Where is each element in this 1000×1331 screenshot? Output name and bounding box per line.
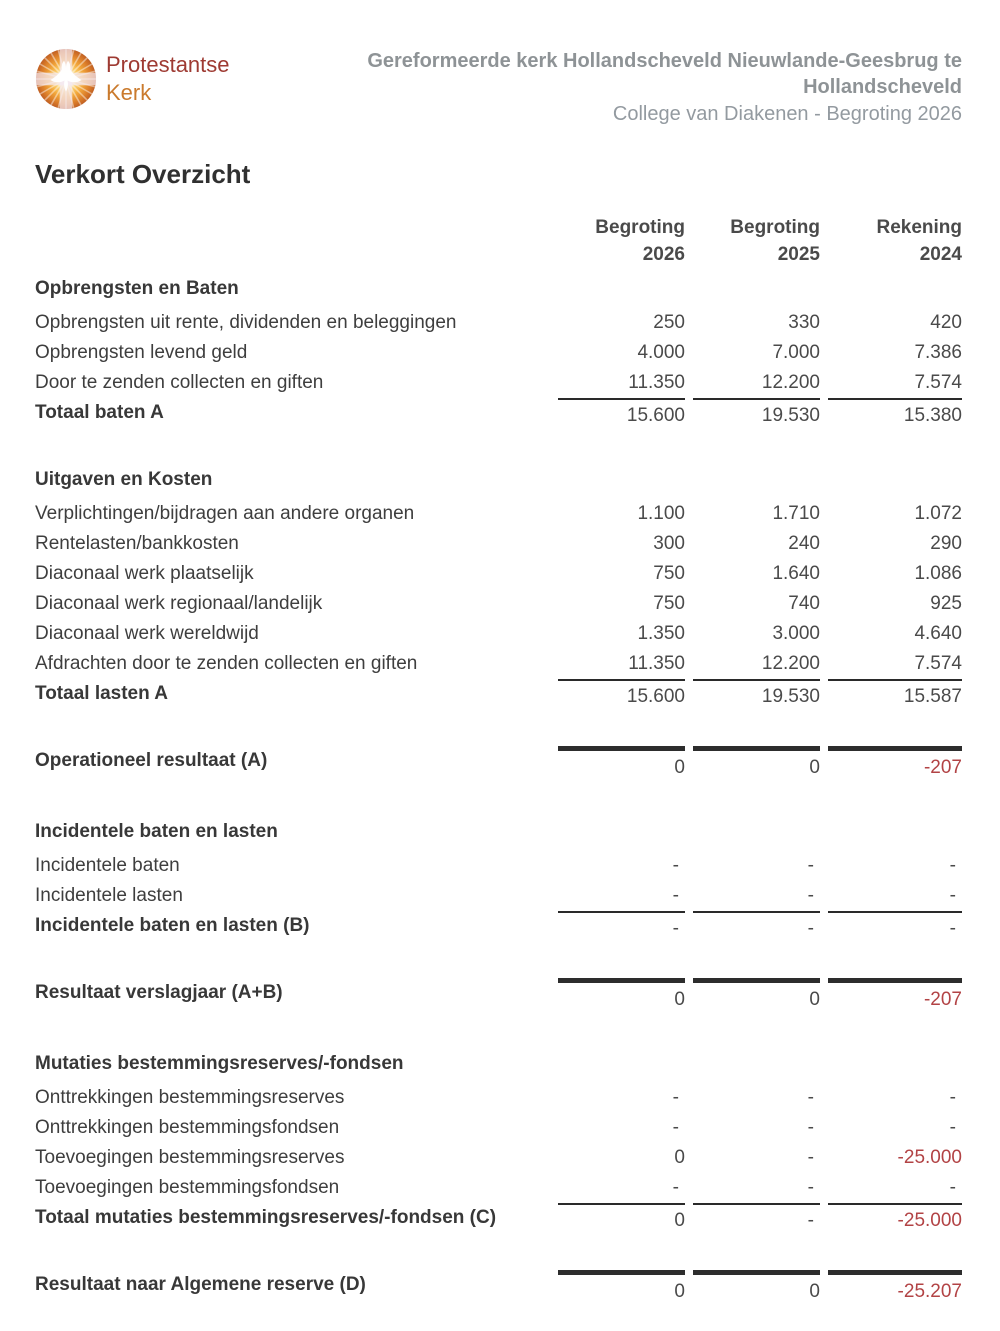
column-header-year: 2025 [777,244,820,265]
cell-value: - [807,1147,814,1168]
cell-value: 1.640 [772,563,820,584]
cell-value: 0 [558,978,685,1015]
row-label: Toevoegingen bestemmingsfondsen [35,1177,340,1198]
section-header [35,465,962,495]
cell-value: - [672,1177,679,1198]
cell-value: 0 [558,1270,685,1307]
cell-value: - [949,885,956,906]
cell-value: 1.086 [914,563,962,584]
section-header-label: Incidentele baten en lasten [35,821,278,842]
cell-value: 290 [930,533,962,554]
column-header-year: 2024 [919,244,962,265]
table-row [35,529,962,559]
table-section [35,978,962,1015]
column-header-label: Begroting [730,217,820,238]
cell-value: 19.530 [693,398,820,431]
table-row [35,308,962,338]
row-label: Incidentele baten en lasten (B) [35,915,310,936]
cell-value: 12.200 [761,653,820,674]
table-section [35,1049,962,1236]
table-row [35,559,962,589]
table-row [35,1113,962,1143]
cell-value: - [949,855,956,876]
cell-value: - [949,1117,956,1138]
table-row [35,1173,962,1203]
cell-value: 1.710 [772,503,820,524]
cell-value: 4.640 [914,623,962,644]
cell-value: 750 [653,563,685,584]
table-row [35,1203,962,1236]
cell-value: 7.574 [914,653,962,674]
cell-value: 0 [558,746,685,783]
table-row [35,881,962,911]
cell-value: 12.200 [761,372,820,393]
row-label: Door te zenden collecten en giften [35,372,324,393]
cell-value: 0 [674,1147,685,1168]
cell-value: 250 [653,312,685,333]
cell-value: - [949,1177,956,1198]
section-header [35,1049,962,1079]
cell-value: - [828,911,962,944]
column-header-label: Rekening [876,217,962,238]
cell-value: 300 [653,533,685,554]
table-row [35,1270,962,1307]
cell-value: 1.100 [637,503,685,524]
cell-value: 15.380 [828,398,962,431]
cell-value: - [807,855,814,876]
row-label: Verplichtingen/bijdragen aan andere organen [35,503,415,524]
row-label: Totaal baten A [35,402,164,423]
table-row [35,851,962,881]
cell-value: 740 [788,593,820,614]
cell-value: 7.000 [772,342,820,363]
cell-value: - [693,911,820,944]
row-label: Diaconaal werk wereldwijd [35,623,259,644]
table-section [35,746,962,783]
pkn-logo [35,48,230,110]
table-row [35,619,962,649]
row-label: Diaconaal werk plaatselijk [35,563,254,584]
column-header-label: Begroting [595,217,685,238]
column-header-begroting-2025 [685,214,820,268]
cell-value: - [807,1177,814,1198]
table-row [35,746,962,783]
column-headers [35,214,962,268]
cell-value: 0 [693,978,820,1015]
table-row [35,338,962,368]
report-subtitle: College van Diakenen - Begroting 2026 [612,103,962,125]
row-label: Afdrachten door te zenden collecten en giften [35,653,418,674]
cell-value: - [672,885,679,906]
row-label: Diaconaal werk regionaal/landelijk [35,593,323,614]
cell-value: 19.530 [693,679,820,712]
section-header [35,817,962,847]
cell-value: 7.574 [914,372,962,393]
row-label: Onttrekkingen bestemmingsreserves [35,1087,345,1108]
organization-name: Gereformeerde kerk Hollandscheveld Nieuwlande-Geesbrug te Hollandscheveld [367,50,962,98]
cell-value: 11.350 [628,653,685,674]
cell-value: 3.000 [772,623,820,644]
cell-value: 0 [693,1270,820,1307]
cell-value: 1.072 [914,503,962,524]
table-row [35,1083,962,1113]
column-header-rekening-2024 [820,214,962,268]
table-section [35,465,962,712]
row-label: Resultaat verslagjaar (A+B) [35,982,283,1003]
table-row [35,679,962,712]
column-header-spacer [35,214,550,268]
cell-value: 925 [930,593,962,614]
row-label: Totaal lasten A [35,683,169,704]
table-body [35,274,962,1307]
cell-value: - [558,911,685,944]
cell-value: -207 [828,978,962,1015]
cell-value: -25.000 [897,1147,962,1168]
cell-value: - [672,1087,679,1108]
logo-wordmark [106,51,230,107]
table-row [35,1143,962,1173]
pkn-sunburst-dove-icon [35,48,97,110]
cell-value: - [807,885,814,906]
table-row [35,911,962,944]
row-label: Rentelasten/bankkosten [35,533,239,554]
cell-value: 11.350 [628,372,685,393]
section-header-label: Mutaties bestemmingsreserves/-fondsen [35,1053,404,1074]
cell-value: 15.600 [558,398,685,431]
row-label: Onttrekkingen bestemmingsfondsen [35,1117,340,1138]
cell-value: 0 [558,1203,685,1236]
cell-value: 4.000 [637,342,685,363]
logo-text-protestantse: Protestantse [106,52,230,77]
section-header [35,274,962,304]
page-title: Verkort Overzicht [35,159,251,189]
row-label: Operationeel resultaat (A) [35,750,268,771]
cell-value: 240 [788,533,820,554]
cell-value: 0 [693,746,820,783]
cell-value: 1.350 [637,623,685,644]
column-header-year: 2026 [642,244,685,265]
column-header-begroting-2026 [550,214,685,268]
row-label: Incidentele baten [35,855,180,876]
organization-block [322,48,962,127]
cell-value: - [807,1087,814,1108]
table-row [35,589,962,619]
table-row [35,398,962,431]
table-row [35,368,962,398]
section-header-label: Uitgaven en Kosten [35,469,213,490]
table-row [35,499,962,529]
row-label: Totaal mutaties bestemmingsreserves/-fondsen (C) [35,1207,497,1228]
cell-value: 750 [653,593,685,614]
cell-value: 420 [930,312,962,333]
cell-value: - [672,855,679,876]
cell-value: -207 [828,746,962,783]
row-label: Incidentele lasten [35,885,183,906]
table-row [35,978,962,1015]
table-section [35,274,962,431]
cell-value: 15.587 [828,679,962,712]
cell-value: 330 [788,312,820,333]
table-row [35,649,962,679]
row-label: Opbrengsten uit rente, dividenden en beleggingen [35,312,457,333]
row-label: Opbrengsten levend geld [35,342,248,363]
cell-value: -25.207 [828,1270,962,1307]
cell-value: - [693,1203,820,1236]
cell-value: - [807,1117,814,1138]
cell-value: - [672,1117,679,1138]
cell-value: 15.600 [558,679,685,712]
logo-text-kerk: Kerk [106,80,152,105]
section-header-label: Opbrengsten en Baten [35,278,239,299]
cell-value: -25.000 [828,1203,962,1236]
row-label: Resultaat naar Algemene reserve (D) [35,1274,366,1295]
table-section [35,817,962,944]
row-label: Toevoegingen bestemmingsreserves [35,1147,345,1168]
report-header [35,48,962,127]
cell-value: - [949,1087,956,1108]
cell-value: 7.386 [914,342,962,363]
table-section [35,1270,962,1307]
